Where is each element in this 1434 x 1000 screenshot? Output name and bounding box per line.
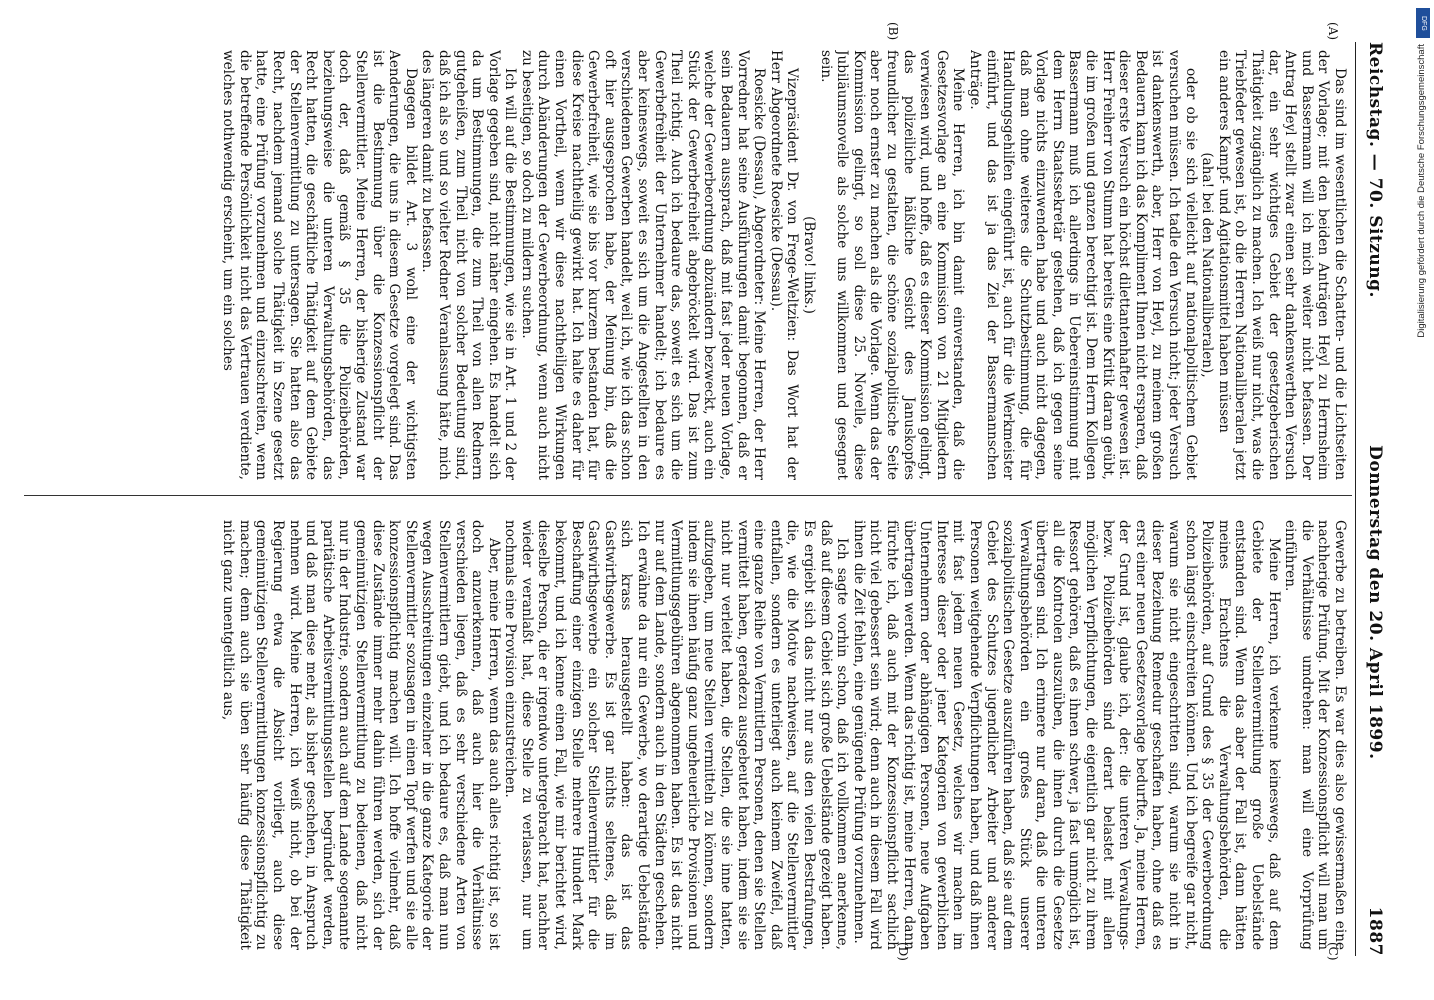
paragraph: Dagegen bildet Art. 3 wohl eine der wichtigsten Aenderungen, die uns in diesem Gesetze vorgelegt sind. Das ist die Bestimmung über die Konzessionspflicht der Stellenvermittler. Meine Herren, der bisherige Zustand war doch der, daß gemäß § 35 die Polizeibehörden, beziehungsweise die unteren Verwaltungsbehörden, das Recht hatten, die geschäftliche Thätigkeit auf dem Gebiete der Stellenvermittlung zu untersagen. Sie hatten also das Recht, nachdem jemand solche Thätigkeit in Szene gesetzt hatte, eine Prüfung vorzunehmen und einzuschreiten, wenn die betreffende Persönlichkeit nicht das Vertrauen verdiente, welches nothwendig erscheint, um ein solches — [220, 50, 419, 480]
paragraph: Aber, meine Herren, wenn das auch alles richtig ist, so ist doch anzuerkennen, daß auch hier die Verhältnisse verschieden liegen, daß es sehr verschiedene Arten von Stellenvermittlern giebt, und ich bedaure es, daß man nun wegen Ausschreitungen einzelner in die ganze Kategorie der Stellenvermittler sozusagen in einen Topf werfen und sie alle konzessionspflichtig machen will. Ich hoffe vielmehr, daß diese Zustände immer mehr dahin führen werden, sich der gemeinnützigen Stellenvermittlung zu bedienen, daß nicht nur in der Industrie, sondern auch auf dem Lande sogenannte paritätische Arbeitsvermittlungsstellen begründet werden, und daß man diese mehr, als bisher geschehen, in Anspruch nehmen wird. Meine Herren, ich weiß nicht, ob bei der Regierung etwa die Absicht vorliegt, auch diese gemeinnützigen Stellenvermittlungen konzessionspflichtig zu machen; denn auch sie üben sehr häufig diese Thätigkeit nicht ganz unentgeltlich aus, — [220, 520, 502, 950]
page-header — [1358, 42, 1392, 956]
paragraph: Ich will auf die Bestimmungen, wie sie in Art. 1 und 2 der Vorlage gegeben sind, nicht näher eingehen. Es handelt sich da um Bestimmungen, die zum Theil von allen Rednern gutgeheißen, zum Theil nicht von solcher Bedeutung sind, daß ich als so und so vielter Redner Veranlassung hätte, mich des längeren damit zu befassen. — [419, 50, 519, 480]
margin-letter-a: (A) — [1326, 22, 1340, 41]
paragraph: Vizepräsident Dr. von Frege-Weltzien: Das Wort hat der Herr Abgeordnete Roesicke (Dessau). — [767, 50, 801, 480]
right-column — [24, 520, 1348, 950]
paragraph: Gewerbe zu betreiben. Es war dies also gewissermaßen eine nachherige Prüfung. Mit der Konzessionspflicht will man um die Verhältnisse umdrehen: man will eine Vorprüfung einführen. — [1282, 520, 1348, 950]
margin-letter-b: (B) — [886, 22, 900, 41]
header-rule — [1355, 42, 1356, 956]
rotated-page — [6, 2, 1398, 992]
margin-letter-c: (C) — [1326, 942, 1340, 961]
left-column — [24, 50, 1348, 480]
interjection: (aha! bei den Nationalliberalen), — [1199, 152, 1216, 378]
header-left: Reichstag. — 70. Sitzung. — [1365, 42, 1385, 298]
dfg-notice — [1414, 8, 1432, 708]
column-divider — [24, 495, 1352, 496]
paragraph: Meine Herren, ich bin damit einverstanden, daß die Gesetzesvorlage an eine Kommission von 21 Mitgliedern verwiesen wird, und hoffe, daß es dieser Kommission gelingt, das polizeiliche häßliche Gesicht des Januskopfes freundlicher zu gestalten, die schöne sozialpolitische Seite aber noch ernster zu machen als die Vorlage. Wenn das der Kommission gelingt, so soll diese 25. Novelle, diese Jubiläumsnovelle als solche uns willkommen und gesegnet sein. — [817, 50, 967, 480]
paragraph: Das sind im wesentlichen die Schatten- und die Lichtseiten der Vorlage; mit den beiden Anträgen Heyl zu Herrnsheim und Bassermann will ich mich weiter nicht befassen. Der Antrag Heyl stellt zwar einen sehr dankenswerthen Versuch dar, ein sehr wichtiges Gebiet der gesetzgeberischen Thätigkeit zugänglich zu machen. Ich weiß nur nicht, was die Triebfeder gewesen ist, ob die Herren Nationalliberalen jetzt ein anderes Kampf- und Agitationsmittel haben müssen — [1215, 50, 1348, 480]
interjection: (Bravo! links.) — [801, 216, 817, 314]
paragraph: Roesicke (Dessau), Abgeordneter: Meine Herren, der Herr Vorredner hat seine Ausführungen damit begonnen, daß er sein Bedauern aussprach, daß mit fast jeder neuen Vorlage, welche der Gewerbeordnung abzuändern bezweckt, auch ein Stück der Gewerbefreiheit abgebröckelt wird. Das ist zum Theil richtig. Auch ich bedaure das, soweit es sich um die Gewerbefreiheit der Unternehmer handelt; ich bedaure es aber keineswegs, soweit es sich um die Angestellten in den verschiedenen Gewerben handelt, weil ich, wie ich das schon oft hier ausgesprochen habe, der Meinung bin, daß die Gewerbefreiheit, wie sie bis vor kurzem bestanden hat, für diese Kreise nachtheilig gewirkt hat. Ich halte es daher für einen Vortheil, wenn wir diese nachtheiligen Wirkungen durch Abänderungen der Gewerbeordnung, wenn auch nicht zu beseitigen, so doch zu mildern suchen. — [518, 50, 768, 480]
dfg-notice-text: Digitalisierung gefördert durch die Deutsche Forschungsgemeinschaft — [1416, 44, 1427, 338]
dfg-logo: DFG — [1416, 8, 1430, 38]
paragraph: Ich sagte vorhin schon, daß ich vollkommen anerkenne, daß auf diesem Gebiet sich große Uebelstände gezeigt haben. Es ergiebt sich das nicht nur aus den vielen Bestrafungen, die, wie die Motive nachweisen, auf die Stellenvermittler entfallen, sondern es unterliegt auch keinem Zweifel, daß eine ganze Reihe von Vermittlern Personen, denen sie Stellen vermittelt haben, geradezu ausgebeutet haben, indem sie sie nicht nur verleitet haben, die Stellen, die sie inne hatten, aufzugeben, um neue Stellen vermitteln zu können, sondern indem sie ihnen häufig ganz ungeheuerliche Provisionen und Vermittlungsgebühren abgenommen haben. Es ist das nicht nur auf dem Lande, sondern auch in den Städten geschehen. Ich erwähne da nur ein Gewerbe, wo derartige Uebelstände sich krass herausgestellt haben: das ist das Gastwirthsgewerbe. Es ist gar nichts seltenes, daß im Gastwirthsgewerbe ein solcher Stellenvermittler für die Beschaffung einer einzigen Stelle mehrere Hundert Mark bekommt, und ich kenne einen Fall, wie mir berichtet wird, dieselbe Person, die er irgendwo untergebracht hat, nachher wieder veranlaßt hat, diese Stelle zu verlassen, nur um nochmals eine Provision einzustreichen. — [502, 520, 851, 950]
margin-letter-d: (D) — [896, 942, 910, 961]
page-number: 1887 — [1365, 906, 1385, 956]
paragraph: Meine Herren, ich verkenne keineswegs, daß auf dem Gebiete der Stellenvermittlung große Uebelstände entstanden sind. Wenn das aber der Fall ist, dann hätten meines Erachtens die Verwaltungsbehörden, die Polizeibehörden, auf Grund des § 35 der Gewerbeordnung schon längst einschreiten können. Und ich begreife gar nicht, warum sie nicht eingeschritten sind, warum sie nicht in dieser Beziehung Remedur geschaffen haben, ohne daß es erst einer neuen Gesetzesvorlage bedurfte. Ja, meine Herren, der Grund ist, glaube ich, der: die unteren Verwaltungs- bezw. Polizeibehörden sind derart belastet mit allen möglichen Verpflichtungen, die eigentlich gar nicht zu ihrem Ressort gehören, daß es ihnen schwer, ja fast unmöglich ist, all die Kontrolen auszuüben, die ihnen durch die Gesetze übertragen sind. Ich erinnere nur daran, daß die unteren Verwaltungsbehörden ein großes Stück unserer sozialpolitischen Gesetze auszuführen haben, daß sie auf dem Gebiet des Schutzes jugendlicher Arbeiter und anderer Personen weitgehende Verpflichtungen haben, und daß ihnen mit fast jedem neuen Gesetz, welches wir machen im Interesse dieser oder jener Kategorien von gewerblichen Unternehmern oder abhängigen Personen, neue Aufgaben übertragen werden. Wenn das richtig ist, meine Herren, dann fürchte ich, daß auch mit der Konzessionspflicht sachlich nicht viel gebessert sein wird; denn auch in diesem Fall wird ihnen die Zeit fehlen, eine genügende Prüfung vorzunehmen. — [850, 520, 1282, 950]
paragraph: oder ob sie sich vielleicht auf nationalpolitischem Gebiet versuchen müssen. Ich tadle den Versuch nicht; jeder Versuch ist dankenswerth, aber, Herr von Heyl, zu meinem großen Bedauern kann ich das Kompliment Ihnen nicht ersparen, daß dieser erste Versuch ein höchst dilettantenhafter gewesen ist. Herr Freiherr von Stumm hat bereits eine Kritik daran geübt, die im großen und ganzen berechtigt ist. Dem Herrn Kollegen Bassermann muß ich allerdings in Uebereinstimmung mit dem Herrn Staatssekretär gestehen, daß ich gegen seine Vorlage nichts einzuwenden habe und auch nicht dagegen, daß man ohne weiteres die Schutzbestimmung, die für Handlungsgehilfen eingeführt ist, auch für die Werkmeister einführt, und das ist ja das Ziel der Bassermannschen Anträge. — [966, 50, 1199, 480]
header-date: Donnerstag den 20. April 1899. — [1365, 445, 1385, 760]
